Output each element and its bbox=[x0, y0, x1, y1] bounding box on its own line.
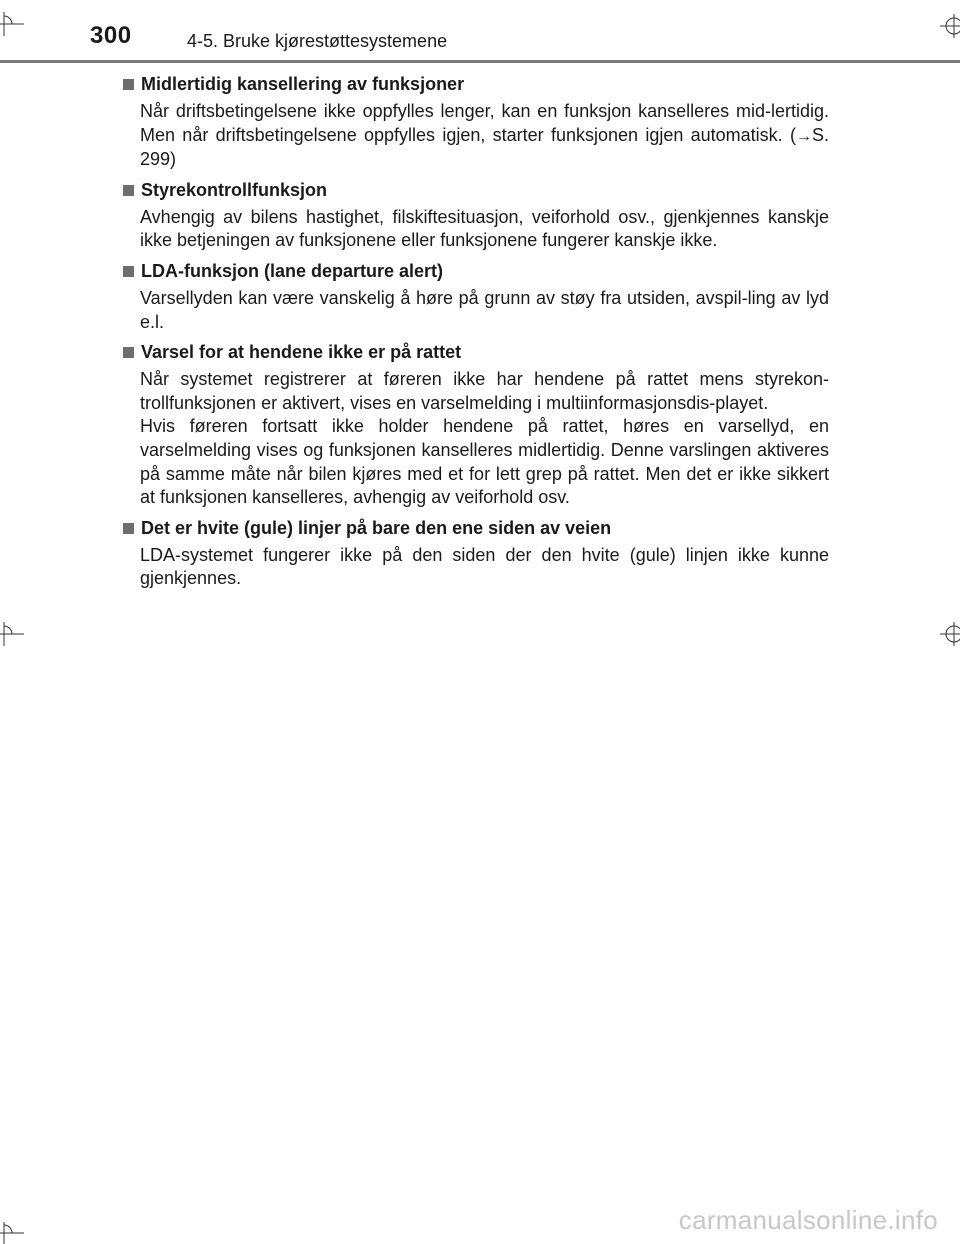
page-content bbox=[123, 73, 829, 598]
section-heading bbox=[123, 179, 829, 202]
section-heading bbox=[123, 260, 829, 283]
square-bullet-icon bbox=[123, 266, 134, 277]
section-lda-function bbox=[123, 260, 829, 334]
section-steering-control bbox=[123, 179, 829, 253]
square-bullet-icon bbox=[123, 523, 134, 534]
square-bullet-icon bbox=[123, 185, 134, 196]
paragraph bbox=[140, 100, 829, 172]
paragraph: LDA-systemet fungerer ikke på den siden der den hvite (gule) linjen ikke kunne gjenkjennes. bbox=[140, 544, 829, 589]
square-bullet-icon bbox=[123, 79, 134, 90]
crop-mark-left-middle-icon bbox=[0, 622, 24, 646]
paragraph: Avhengig av bilens hastighet, filskiftesituasjon, veiforhold osv., gjenkjennes kanskje ikke betjeningen av funksjonene eller funksjonene fungerer kanskje ikke. bbox=[140, 206, 829, 251]
watermark: carmanualsonline.info bbox=[678, 1205, 938, 1235]
page-header bbox=[0, 0, 960, 64]
page-reference-link[interactable]: S. 299) bbox=[140, 124, 829, 170]
section-heading-text: Varsel for at hendene ikke er på rattet bbox=[141, 342, 462, 363]
crop-mark-top-right-icon bbox=[940, 14, 960, 38]
paragraph-text: Når driftsbetingelsene ikke oppfylles lenger, kan en funksjon kanselleres mid-lertidig. Men når driftsbetingelsene oppfylles igjen, starter funksjonen igjen automatisk. bbox=[140, 101, 829, 145]
crop-mark-bottom-left-icon bbox=[0, 1222, 24, 1244]
section-body bbox=[140, 368, 829, 510]
crop-mark-top-left-icon bbox=[0, 12, 24, 36]
paragraph: Hvis føreren fortsatt ikke holder hendene på rattet, høres en varsellyd, en varselmelding vises og funksjonen kanselleres midlertidig. Denne varslingen aktiveres på samme måte når bilen kjøres med et for lett grep på rattet. Men det er ikke sikkert at funksjonen kanselleres, avhengig av veiforhold osv. bbox=[140, 416, 829, 508]
section-single-side-lines bbox=[123, 517, 829, 591]
section-body bbox=[140, 206, 829, 253]
paragraph: Når systemet registrerer at føreren ikke har hendene på rattet mens styrekon-trollfunksjonen er aktivert, vises en varselmelding i multiinformasjonsdis-playet. bbox=[140, 369, 829, 413]
section-body bbox=[140, 544, 829, 591]
section-heading-text: Det er hvite (gule) linjer på bare den ene siden av veien bbox=[141, 517, 612, 538]
square-bullet-icon bbox=[123, 347, 134, 358]
section-heading bbox=[123, 341, 829, 364]
section-temporary-cancellation bbox=[123, 73, 829, 172]
section-body bbox=[140, 287, 829, 334]
section-hands-off-warning bbox=[123, 341, 829, 510]
section-heading-text: Styrekontrollfunksjon bbox=[141, 179, 328, 200]
section-body bbox=[140, 100, 829, 172]
section-heading bbox=[123, 517, 829, 540]
reference-open: ( bbox=[782, 124, 796, 145]
section-heading bbox=[123, 73, 829, 96]
page-number: 300 bbox=[90, 22, 132, 49]
arrow-right-icon: → bbox=[795, 127, 812, 145]
paragraph: Varsellyden kan være vanskelig å høre på grunn av støy fra utsiden, avspil-ling av lyd e.l. bbox=[140, 287, 829, 332]
section-heading-text: LDA-funksjon (lane departure alert) bbox=[141, 260, 444, 281]
chapter-title: 4-5. Bruke kjørestøttesystemene bbox=[187, 31, 448, 51]
crop-mark-right-middle-icon bbox=[940, 622, 960, 646]
section-heading-text: Midlertidig kansellering av funksjoner bbox=[141, 74, 465, 94]
header-rule bbox=[0, 60, 960, 63]
